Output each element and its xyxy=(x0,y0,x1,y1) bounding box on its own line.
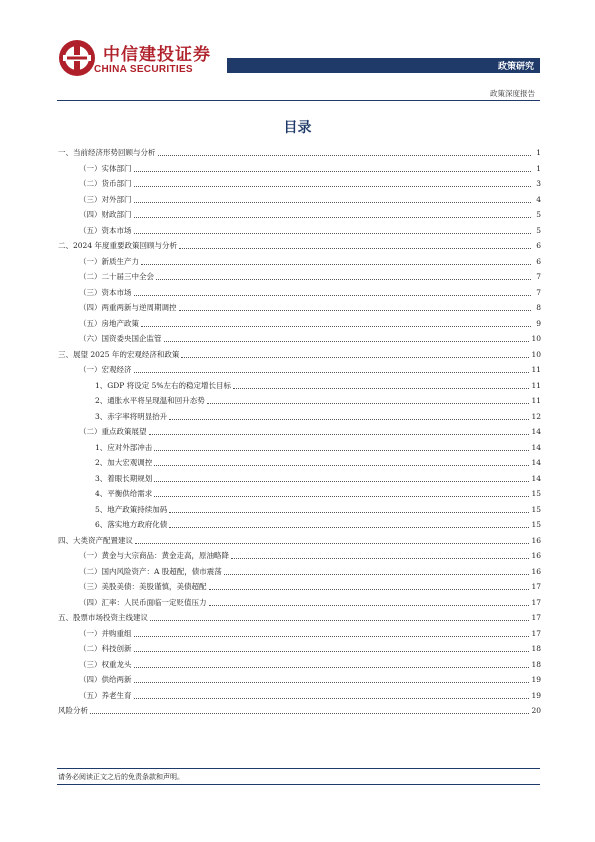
toc-entry-page: 17 xyxy=(531,628,541,638)
toc-entry[interactable] xyxy=(58,360,541,375)
toc-entry-label: （二）国内风险资产：A 股超配，债市震荡 xyxy=(79,566,222,576)
footer-divider-bottom xyxy=(57,784,540,785)
toc-entry-label: （一）宏观经济 xyxy=(79,365,132,374)
toc-entry-label: （二）货币部门 xyxy=(79,179,132,188)
toc-entry-page: 5 xyxy=(536,210,541,219)
toc-entry-page: 3 xyxy=(536,179,541,188)
toc-entry-page: 14 xyxy=(531,458,541,467)
toc-entry-page: 1 xyxy=(536,148,541,157)
toc-leader-dots xyxy=(134,635,530,637)
toc-entry-label: 3、赤字率将明显抬升 xyxy=(95,411,168,421)
toc-leader-dots xyxy=(158,154,532,156)
toc-entry-label: （三）对外部门 xyxy=(79,194,132,204)
toc-entry[interactable] xyxy=(58,376,541,391)
toc-entry-label: 二、2024 年度重要政策回顾与分析 xyxy=(58,241,177,250)
toc-entry[interactable] xyxy=(58,686,541,701)
toc-leader-dots xyxy=(154,495,529,497)
toc-entry-label: 1、应对外部冲击 xyxy=(95,442,153,452)
toc-entry[interactable] xyxy=(58,422,541,437)
toc-leader-dots xyxy=(141,325,531,327)
toc-entry-page: 6 xyxy=(536,256,541,266)
toc-leader-dots xyxy=(134,232,532,234)
toc-leader-dots xyxy=(224,573,530,575)
toc-entry-label: （六）国资委央国企监管 xyxy=(79,334,162,343)
toc-entry-label: 四、大类资产配置建议 xyxy=(58,535,133,545)
toc-leader-dots xyxy=(90,712,529,714)
toc-entry-label: （二）科技创新 xyxy=(79,644,132,653)
toc-entry-page: 15 xyxy=(531,520,541,529)
toc-entry-page: 10 xyxy=(531,334,541,343)
toc-entry-page: 19 xyxy=(531,675,541,684)
toc-entry-label: （一）并购重组 xyxy=(79,628,132,638)
toc-leader-dots xyxy=(134,666,530,668)
toc-entry[interactable] xyxy=(58,453,541,468)
toc-entry[interactable] xyxy=(58,205,541,220)
toc-entry-page: 14 xyxy=(531,427,541,436)
toc-entry-page: 6 xyxy=(536,241,541,250)
toc-entry-page: 16 xyxy=(531,566,541,576)
toc-entry-page: 11 xyxy=(531,365,541,374)
toc-entry[interactable] xyxy=(58,438,541,453)
report-type: 政策深度报告 xyxy=(490,89,535,98)
toc-entry[interactable] xyxy=(58,577,541,592)
toc-entry[interactable] xyxy=(58,190,541,205)
toc-leader-dots xyxy=(134,371,530,373)
toc-entry[interactable] xyxy=(58,531,541,546)
toc-entry-label: （三）美股美债：美股谨慎，美债超配 xyxy=(79,582,207,591)
toc-entry-label: （一）实体部门 xyxy=(79,163,132,173)
toc-entry[interactable] xyxy=(58,283,541,298)
toc-entry[interactable] xyxy=(58,515,541,530)
toc-entry-label: （一）新质生产力 xyxy=(79,256,139,266)
toc-entry[interactable] xyxy=(58,298,541,313)
toc-entry-page: 12 xyxy=(531,411,541,421)
toc-entry-label: （四）财政部门 xyxy=(79,210,132,219)
toc-entry-label: （三）资本市场 xyxy=(79,287,132,297)
toc-entry-page: 14 xyxy=(531,473,541,483)
toc-entry-page: 1 xyxy=(536,163,541,173)
toc-entry-page: 16 xyxy=(531,535,541,545)
toc-leader-dots xyxy=(154,464,529,466)
toc-entry-page: 15 xyxy=(531,489,541,498)
toc-entry-page: 7 xyxy=(536,287,541,297)
toc-leader-dots xyxy=(169,418,529,420)
toc-entry-label: （二）重点政策展望 xyxy=(79,427,147,436)
toc-entry[interactable] xyxy=(58,469,541,484)
toc-entry[interactable] xyxy=(58,546,541,561)
toc-entry[interactable] xyxy=(58,174,541,189)
toc-entry[interactable] xyxy=(58,624,541,639)
toc-entry[interactable] xyxy=(58,391,541,406)
toc-entry-page: 14 xyxy=(531,442,541,452)
toc-entry-page: 10 xyxy=(531,349,541,359)
toc-leader-dots xyxy=(154,480,529,482)
toc-entry-label: （四）两重两新与逆周期调控 xyxy=(79,303,177,312)
toc-entry-label: 1、GDP 将设定 5%左右的稳定增长目标 xyxy=(95,380,231,390)
toc-leader-dots xyxy=(135,542,529,544)
toc-entry-label: （四）供给两新 xyxy=(79,675,132,684)
toc-leader-dots xyxy=(209,604,530,606)
toc-leader-dots xyxy=(164,340,530,342)
section-banner xyxy=(227,58,540,73)
toc-leader-dots xyxy=(134,170,532,172)
toc-entry-page: 4 xyxy=(536,194,541,204)
toc-entry[interactable] xyxy=(58,655,541,670)
toc-leader-dots xyxy=(209,588,530,590)
toc-entry[interactable] xyxy=(58,345,541,360)
brand-name-en: CHINA SECURITIES xyxy=(94,64,193,75)
toc-entry[interactable] xyxy=(58,221,541,236)
toc-entry[interactable] xyxy=(58,639,541,654)
toc-entry-label: 风险分析 xyxy=(58,706,88,715)
toc-entry[interactable] xyxy=(58,236,541,251)
footer-disclaimer: 请务必阅读正文之后的免责条款和声明。 xyxy=(58,773,184,781)
toc-entry-page: 17 xyxy=(531,613,541,622)
toc-entry-label: 三、展望 2025 年的宏观经济和政策 xyxy=(58,349,180,359)
toc-entry[interactable] xyxy=(58,608,541,623)
toc-entry-label: 一、当前经济形势回顾与分析 xyxy=(58,148,156,157)
toc-leader-dots xyxy=(141,263,531,265)
toc-entry[interactable] xyxy=(58,329,541,344)
toc-entry[interactable] xyxy=(58,407,541,422)
toc-entry[interactable] xyxy=(58,314,541,329)
brand-name-cn: 中信建投证券 xyxy=(103,45,211,65)
toc-leader-dots xyxy=(233,387,529,389)
toc-entry-page: 11 xyxy=(531,396,541,405)
toc-entry-page: 15 xyxy=(531,504,541,514)
toc-entry-page: 16 xyxy=(531,551,541,560)
toc-entry-label: （一）黄金与大宗商品：黄金走高，原油略降 xyxy=(79,551,229,560)
toc-leader-dots xyxy=(154,449,529,451)
toc-entry-label: 5、地产政策持续加码 xyxy=(95,504,168,514)
toc-entry-label: （三）权重龙头 xyxy=(79,659,132,669)
toc-title: 目录 xyxy=(283,120,312,136)
toc-leader-dots xyxy=(134,650,530,652)
toc-entry-label: （四）汇率：人民币面临一定贬值压力 xyxy=(79,597,207,607)
toc-entry-label: 6、落实地方政府化债 xyxy=(95,520,168,529)
toc-entry[interactable] xyxy=(58,159,541,174)
toc-entry-label: 五、股票市场投资主线建议 xyxy=(58,613,148,622)
toc-leader-dots xyxy=(134,216,532,218)
toc-leader-dots xyxy=(150,619,529,621)
toc-leader-dots xyxy=(169,511,529,513)
toc-leader-dots xyxy=(134,185,532,187)
china-securities-logo-icon xyxy=(57,38,97,78)
toc-entry[interactable] xyxy=(58,593,541,608)
toc-entry-page: 8 xyxy=(536,303,541,312)
section-label: 政策研究 xyxy=(497,62,534,72)
toc-entry[interactable] xyxy=(58,562,541,577)
toc-entry[interactable] xyxy=(58,484,541,499)
footer-divider xyxy=(57,768,540,769)
toc-entry[interactable] xyxy=(58,701,541,716)
toc-entry-page: 9 xyxy=(536,318,541,328)
toc-leader-dots xyxy=(179,309,532,311)
toc-leader-dots xyxy=(207,402,530,404)
toc-entry[interactable] xyxy=(58,670,541,685)
toc-leader-dots xyxy=(179,247,531,249)
toc-leader-dots xyxy=(231,557,529,559)
toc-leader-dots xyxy=(134,294,532,296)
toc-entry-page: 17 xyxy=(531,597,541,607)
toc-entry[interactable] xyxy=(58,267,541,282)
toc-entry[interactable] xyxy=(58,500,541,515)
toc-leader-dots xyxy=(134,681,530,683)
toc-entry-page: 20 xyxy=(531,706,541,715)
toc-entry-label: 2、通胀水平将呈现温和回升态势 xyxy=(95,396,205,405)
toc-entry-page: 19 xyxy=(531,690,541,700)
toc-entry-label: 2、加大宏观调控 xyxy=(95,458,153,467)
toc-leader-dots xyxy=(169,526,529,528)
toc-entry-label: （五）房地产政策 xyxy=(79,318,139,328)
toc-entry-label: （五）资本市场 xyxy=(79,225,132,235)
toc-entry[interactable] xyxy=(58,252,541,267)
toc-entry-label: （二）二十届三中全会 xyxy=(79,272,154,281)
toc-leader-dots xyxy=(149,433,530,435)
toc-leader-dots xyxy=(134,697,530,699)
toc-entry-page: 7 xyxy=(536,272,541,281)
toc-entry-page: 5 xyxy=(536,225,541,235)
toc-leader-dots xyxy=(181,356,529,358)
toc-entry-page: 18 xyxy=(531,659,541,669)
toc-entry[interactable] xyxy=(58,143,541,158)
toc-leader-dots xyxy=(134,201,532,203)
toc-leader-dots xyxy=(156,278,531,280)
toc-entry-label: 4、平衡供给需求 xyxy=(95,489,153,498)
toc-entry-page: 17 xyxy=(531,582,541,591)
toc-entry-label: 3、着眼长期规划 xyxy=(95,473,153,483)
toc-entry-label: （五）养老生育 xyxy=(79,690,132,700)
toc-entry-page: 11 xyxy=(531,380,541,390)
toc-entry-page: 18 xyxy=(531,644,541,653)
header-divider xyxy=(57,100,540,101)
